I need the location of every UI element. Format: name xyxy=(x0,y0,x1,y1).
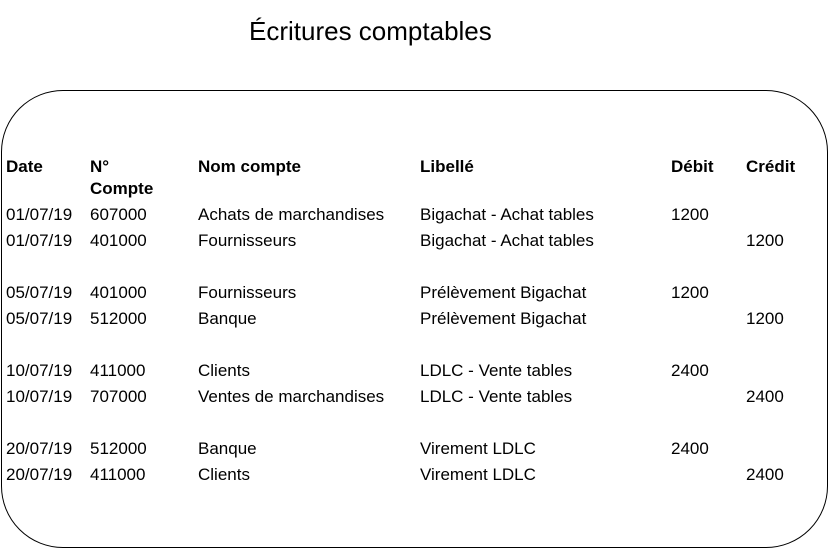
entry-credit: 2400 xyxy=(746,387,784,406)
entry-account-name: Fournisseurs xyxy=(198,231,297,250)
header-label: Libellé xyxy=(420,157,474,176)
entry-account-no: 411000 xyxy=(90,465,146,484)
header-date: Date xyxy=(6,157,43,176)
entry-account-no: 401000 xyxy=(90,283,147,302)
entry-date: 01/07/19 xyxy=(6,231,73,250)
entry-label: Prélèvement Bigachat xyxy=(420,309,587,328)
entry-date: 20/07/19 xyxy=(6,439,73,458)
entry-date: 20/07/19 xyxy=(6,465,73,484)
entry-date: 10/07/19 xyxy=(6,387,73,406)
entry-account-no: 411000 xyxy=(90,361,146,380)
header-debit: Débit xyxy=(671,157,714,176)
entry-debit: 2400 xyxy=(671,361,709,380)
entry-debit: 2400 xyxy=(671,439,709,458)
entry-date: 05/07/19 xyxy=(6,309,73,328)
entry-account-name: Clients xyxy=(198,361,250,380)
entry-debit: 1200 xyxy=(671,283,709,302)
entry-label: Prélèvement Bigachat xyxy=(420,283,587,302)
entry-date: 05/07/19 xyxy=(6,283,73,302)
entry-account-name: Ventes de marchandises xyxy=(198,387,385,406)
entry-credit: 1200 xyxy=(746,231,784,250)
header-account-no-line2: Compte xyxy=(90,179,154,198)
entry-date: 10/07/19 xyxy=(6,361,73,380)
entry-account-no: 707000 xyxy=(90,387,147,406)
header-account-no-line1: N° xyxy=(90,157,110,176)
entry-account-name: Banque xyxy=(198,309,257,328)
entry-account-no: 512000 xyxy=(90,309,147,328)
entry-account-name: Fournisseurs xyxy=(198,283,297,302)
entry-account-name: Banque xyxy=(198,439,257,458)
entry-account-name: Achats de marchandises xyxy=(198,205,385,224)
entry-label: Bigachat - Achat tables xyxy=(420,231,594,250)
page-title: Écritures comptables xyxy=(249,16,492,46)
entry-account-no: 401000 xyxy=(90,231,147,250)
entry-label: Bigachat - Achat tables xyxy=(420,205,594,224)
entry-label: Virement LDLC xyxy=(420,465,536,484)
entry-account-name: Clients xyxy=(198,465,250,484)
entry-credit: 2400 xyxy=(746,465,784,484)
entry-date: 01/07/19 xyxy=(6,205,73,224)
entry-account-no: 607000 xyxy=(90,205,147,224)
entry-credit: 1200 xyxy=(746,309,784,328)
entry-label: LDLC - Vente tables xyxy=(420,361,573,380)
entry-account-no: 512000 xyxy=(90,439,147,458)
entry-debit: 1200 xyxy=(671,205,709,224)
entry-label: LDLC - Vente tables xyxy=(420,387,573,406)
header-credit: Crédit xyxy=(746,157,796,176)
header-account-name: Nom compte xyxy=(198,157,301,176)
entry-label: Virement LDLC xyxy=(420,439,536,458)
